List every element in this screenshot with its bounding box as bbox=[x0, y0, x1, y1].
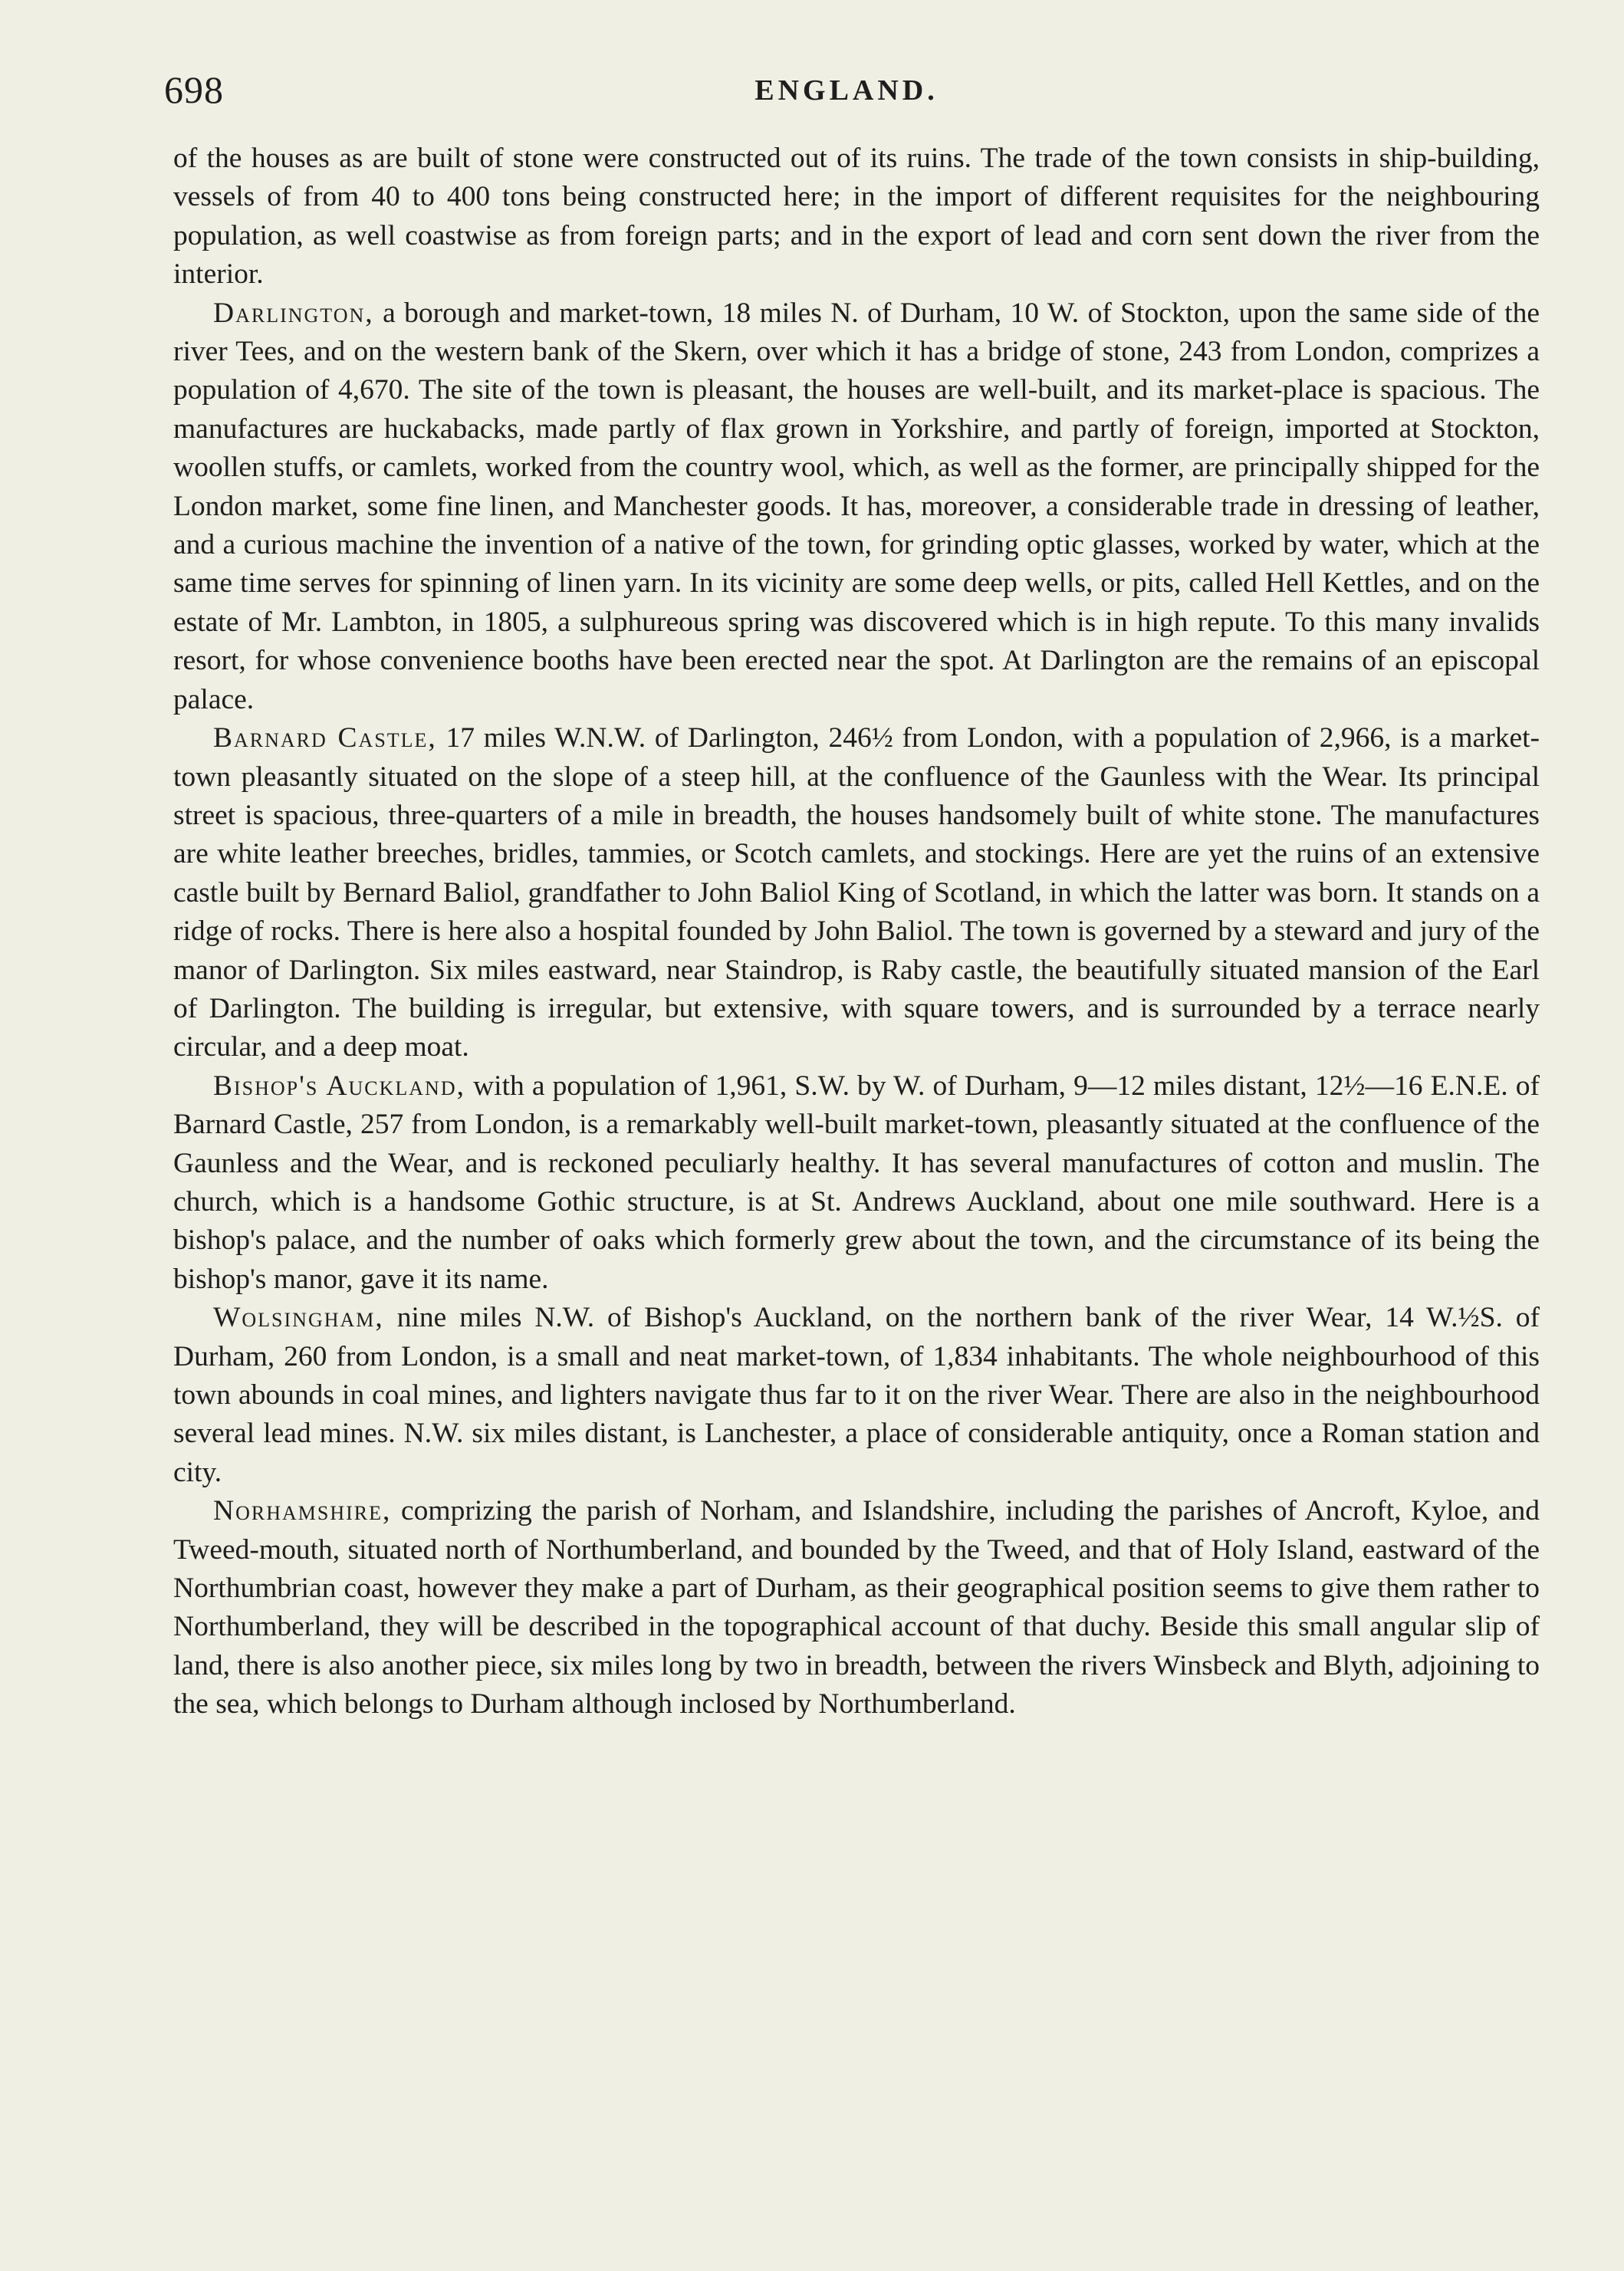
page-number: 698 bbox=[164, 68, 224, 111]
paragraph-text: a borough and market-town, 18 miles N. of Durham, 10 W. of Stockton, upon the same side of the river Tees, and on the western bank of the Skern, over which it has a bridge of stone, 243 from London, comprizes a population of 4,670. The site of the town is pleasant, the houses are well-built, and its market-place is spacious. The manufactures are huckabacks, made partly of flax grown in Yorkshire, and partly of foreign, imported at Stockton, woollen stuffs, or camlets, worked from the country wool, which, as well as the former, are principally shipped for the London market, some fine linen, and Manchester goods. It has, moreover, a considerable trade in dressing of leather, and a curious machine the invention of a native of the town, for grinding optic glasses, worked by water, which at the same time serves for spinning of linen yarn. In its vicinity are some deep wells, or pits, called Hell Kettles, and on the estate of Mr. Lambton, in 1805, a sulphureous spring was discovered which is in high repute. To this many invalids resort, for whose convenience booths have been erected near the spot. At Darlington are the remains of an episcopal palace. bbox=[173, 297, 1540, 715]
body-text bbox=[173, 140, 1540, 1724]
place-name-bishops-auckland: Bishop's Auckland, bbox=[213, 1070, 465, 1102]
paragraph-text: comprizing the parish of Norham, and Islandshire, including the parishes of Ancroft, Kyloe, and Tweed-mouth, situated north of Northumberland, and bounded by the Tweed, and that of Holy Island, eastward of the Northumbrian coast, however they make a part of Durham, as their geographical position seems to give them rather to Northumberland, they will be described in the topographical account of that duchy. Beside this small angular slip of land, there is also another piece, six miles long by two in breadth, between the rivers Winsbeck and Blyth, adjoining to the sea, which belongs to Durham although inclosed by Northumberland. bbox=[173, 1495, 1540, 1721]
running-head: ENGLAND. bbox=[754, 74, 939, 107]
paragraph-text: of the houses as are built of stone were constructed out of its ruins. The trade of the town consists in ship-building, vessels of from 40 to 400 tons being constructed here; in the import of different requisites for the neighbouring population, as well coastwise as from foreign parts; and in the export of lead and corn sent down the river from the interior. bbox=[173, 143, 1540, 291]
paragraph-continuation bbox=[173, 140, 1540, 294]
paragraph-wolsingham bbox=[173, 1299, 1540, 1492]
paragraph-barnard-castle bbox=[173, 719, 1540, 1067]
place-name-norhamshire: Norhamshire, bbox=[213, 1495, 392, 1527]
place-name-darlington: Darlington, bbox=[213, 297, 374, 329]
paragraph-text: nine miles N.W. of Bishop's Auckland, on the northern bank of the river Wear, 14 W.½S. of Durham, 260 from London, is a small and neat market-town, of 1,834 inhabitants. The whole neighbourhood of this town abounds in coal mines, and lighters navigate thus far to it on the river Wear. There are also in the neighbourhood several lead mines. N.W. six miles distant, is Lanchester, a place of considerable antiquity, once a Roman station and city. bbox=[173, 1302, 1540, 1488]
paragraph-text: 17 miles W.N.W. of Darlington, 246½ from London, with a population of 2,966, is a market-town pleasantly situated on the slope of a steep hill, at the confluence of the Gaunless with the Wear. Its principal street is spacious, three-quarters of a mile in breadth, the houses handsomely built of white stone. The manufactures are white leather breeches, bridles, tammies, or Scotch camlets, and stockings. Here are yet the ruins of an extensive castle built by Bernard Baliol, grandfather to John Baliol King of Scotland, in which the latter was born. It stands on a ridge of rocks. There is here also a hospital founded by John Baliol. The town is governed by a steward and jury of the manor of Darlington. Six miles eastward, near Staindrop, is Raby castle, the beautifully situated mansion of the Earl of Darlington. The building is irregular, but extensive, with square towers, and is surrounded by a terrace nearly circular, and a deep moat. bbox=[173, 722, 1540, 1063]
place-name-barnard-castle: Barnard Castle, bbox=[213, 722, 437, 754]
paragraph-darlington bbox=[173, 294, 1540, 719]
paragraph-text: with a population of 1,961, S.W. by W. of Durham, 9—12 miles distant, 12½—16 E.N.E. of Barnard Castle, 257 from London, is a remarkably well-built market-town, pleasantly situated at the confluence of the Gaunless and the Wear, and is reckoned peculiarly healthy. It has several manufactures of cotton and muslin. The church, which is a handsome Gothic structure, is at St. Andrews Auckland, about one mile southward. Here is a bishop's palace, and the number of oaks which formerly grew about the town, and the circumstance of its being the bishop's manor, gave it its name. bbox=[173, 1070, 1540, 1295]
paragraph-bishops-auckland bbox=[173, 1067, 1540, 1299]
page-header bbox=[164, 67, 1529, 121]
paragraph-norhamshire bbox=[173, 1492, 1540, 1724]
place-name-wolsingham: Wolsingham, bbox=[213, 1302, 384, 1334]
